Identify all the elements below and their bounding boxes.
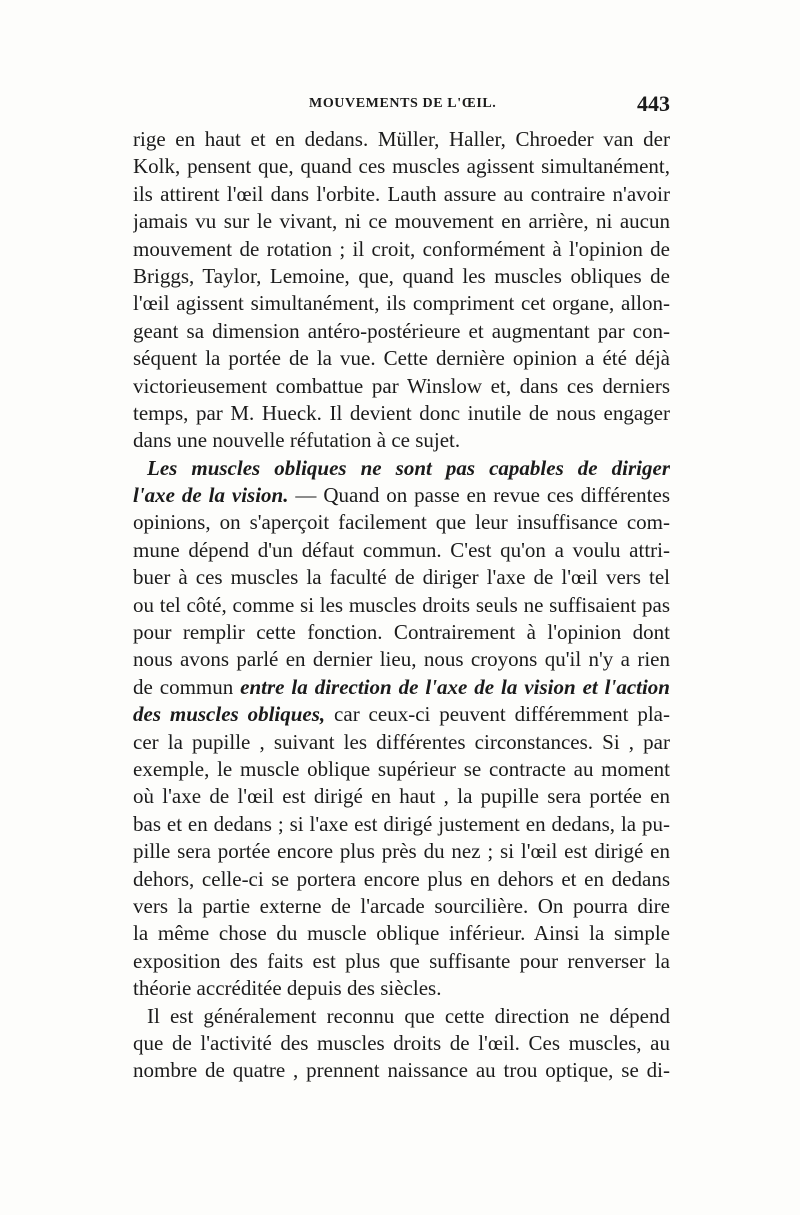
italic-heading: Les muscles obliques ne sont pas capables de diriger [147,455,670,480]
text-line: que de l'activité des muscles droits de l'œil. Ces muscles, au [133,1030,670,1055]
text-line: nous avons parlé en dernier lieu, nous croyons qu'il n'y a rien [133,647,670,672]
page-header [133,93,670,121]
text-line: Kolk, pensent que, quand ces muscles agissent simultanément, [133,154,670,179]
page-number: 443 [637,91,670,116]
text-line: nombre de quatre , prennent naissance au trou optique, se di- [133,1058,670,1083]
text-line: la même chose du muscle oblique inférieur. Ainsi la simple [133,921,670,946]
text-line: jamais vu sur le vivant, ni ce mouvement en arrière, ni aucun [133,209,670,234]
text-line: cer la pupille , suivant les différentes circonstances. Si , par [133,729,670,754]
running-head: MOUVEMENTS DE L'ŒIL. [309,96,497,111]
body-text [133,126,670,1085]
text-line: rige en haut et en dedans. Müller, Haller, Chroeder van der [133,127,670,151]
text-line: vers la partie externe de l'arcade sourcilière. On pourra dire [133,893,670,918]
text-line: mouvement de rotation ; il croit, conformément à l'opinion de [133,236,670,261]
text-line: où l'axe de l'œil est dirigé en haut , la pupille sera portée en [133,784,670,809]
section-heading-line: l'axe de la vision. — Quand on passe en revue ces différentes [133,483,670,508]
text-line: de commun entre la direction de l'axe de la vision et l'action [133,674,670,699]
text-line: exemple, le muscle oblique supérieur se contracte au moment [133,756,670,781]
text-line: pille sera portée encore plus près du nez ; si l'œil est dirigé en [133,839,670,864]
text-line: des muscles obliques, car ceux-ci peuvent différemment pla- [133,702,670,727]
italic-heading: l'axe de la vision. [133,483,289,508]
italic-phrase: des muscles obliques, [133,702,326,727]
italic-phrase: entre la direction de l'axe de la vision et l'action [240,674,670,699]
text-line: mune dépend d'un défaut commun. C'est qu'on a voulu attri- [133,537,670,562]
text-line: dehors, celle-ci se portera encore plus en dehors et en dedans [133,866,670,891]
text-line: ils attirent l'œil dans l'orbite. Lauth assure au contraire n'avoir [133,181,670,206]
text-line: Il est généralement reconnu que cette direction ne dépend [147,1003,670,1028]
text-line: geant sa dimension antéro-postérieure et augmentant par con- [133,318,670,343]
text-line: opinions, on s'aperçoit facilement que leur insuffisance com- [133,510,670,535]
text-line: l'œil agissent simultanément, ils compriment cet organe, allon- [133,291,670,316]
text-line: pour remplir cette fonction. Contrairement à l'opinion dont [133,620,670,645]
text-line: temps, par M. Hueck. Il devient donc inutile de nous engager [133,400,670,425]
text-line: théorie accréditée depuis des siècles. [133,976,442,1001]
text-line: buer à ces muscles la faculté de diriger l'axe de l'œil vers tel [133,565,670,590]
text-line: exposition des faits est plus que suffisante pour renverser la [133,948,670,973]
section-heading-line [133,455,670,482]
text-line: dans une nouvelle réfutation à ce sujet. [133,428,461,453]
text-line: ou tel côté, comme si les muscles droits seuls ne suffisaient pas [133,592,670,617]
text-line: victorieusement combattue par Winslow et, dans ces derniers [133,373,670,398]
text-line: séquent la portée de la vue. Cette dernière opinion a été déjà [133,346,670,371]
text-line: bas et en dedans ; si l'axe est dirigé justement en dedans, la pu- [133,811,670,836]
text-line: Briggs, Taylor, Lemoine, que, quand les muscles obliques de [133,263,670,288]
